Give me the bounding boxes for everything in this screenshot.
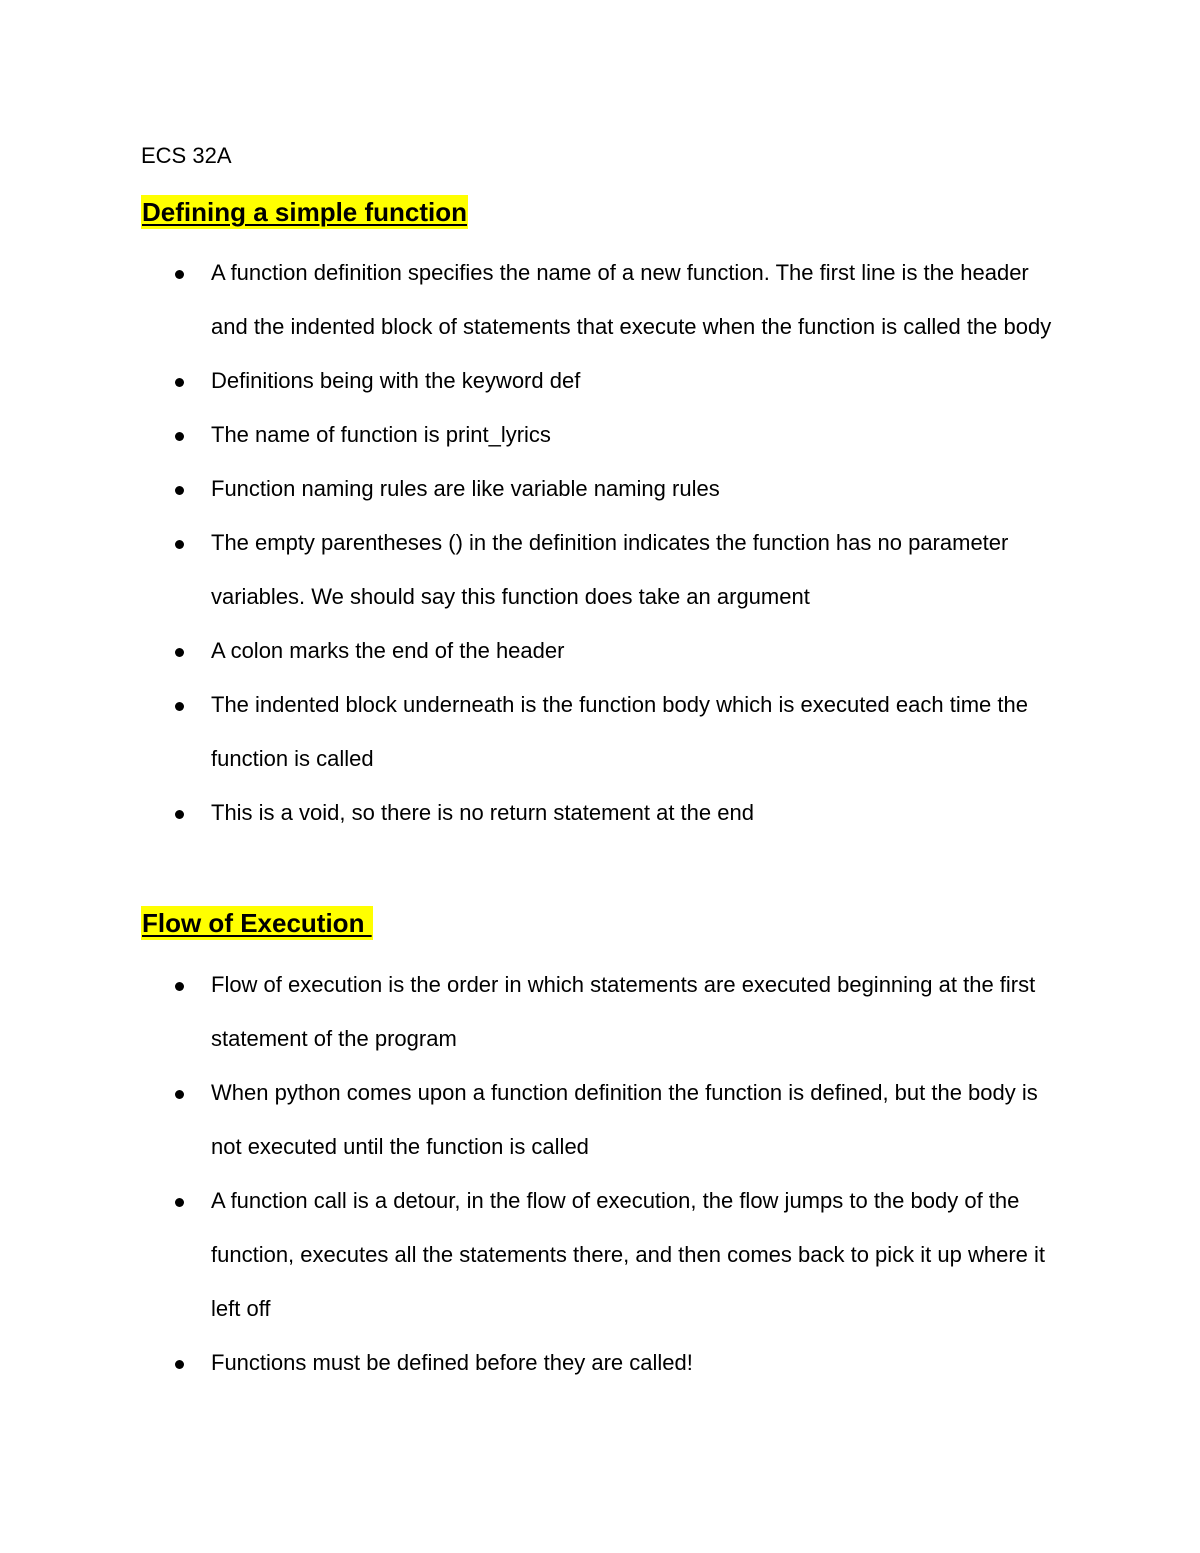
- bullet-icon: [175, 540, 184, 549]
- bullet-icon: [175, 702, 184, 711]
- bullet-list-flow-of-execution: [0, 958, 1200, 1390]
- section-heading-flow-of-execution: Flow of Execution: [142, 908, 372, 938]
- list-item: [0, 1066, 1071, 1174]
- list-item-text: A colon marks the end of the header: [211, 638, 565, 663]
- bullet-icon: [175, 1198, 184, 1207]
- list-item: [0, 1174, 1071, 1336]
- list-item: [0, 1336, 1071, 1390]
- list-item: [0, 624, 1071, 678]
- list-item-text: Flow of execution is the order in which statements are executed beginning at the first statement of the program: [211, 972, 1036, 1051]
- list-item: [0, 408, 1071, 462]
- list-item-text: The empty parentheses () in the definition indicates the function has no parameter variables. We should say this function does take an argument: [211, 530, 1009, 609]
- list-item: [0, 958, 1071, 1066]
- list-item: [0, 246, 1071, 354]
- list-item: [0, 516, 1071, 624]
- list-item-text: The name of function is print_lyrics: [211, 422, 551, 447]
- list-item-text: Definitions being with the keyword def: [211, 368, 581, 393]
- bullet-list-defining-function: [0, 246, 1200, 840]
- list-item-text: A function call is a detour, in the flow of execution, the flow jumps to the body of the function, executes all the statements there, and then comes back to pick it up where it left off: [211, 1188, 1046, 1321]
- bullet-icon: [175, 810, 184, 819]
- list-item: [0, 786, 1071, 840]
- bullet-icon: [175, 648, 184, 657]
- list-item: [0, 354, 1071, 408]
- bullet-icon: [175, 982, 184, 991]
- section-heading-defining-function: Defining a simple function: [142, 197, 468, 227]
- bullet-icon: [175, 1360, 184, 1369]
- bullet-icon: [175, 1090, 184, 1099]
- list-item: [0, 678, 1071, 786]
- bullet-icon: [175, 270, 184, 279]
- list-item-text: Function naming rules are like variable naming rules: [211, 476, 720, 501]
- course-title: ECS 32A: [141, 143, 232, 168]
- list-item-text: A function definition specifies the name of a new function. The first line is the header and the indented block of statements that execute when the function is called the body: [211, 260, 1052, 339]
- bullet-icon: [175, 432, 184, 441]
- bullet-icon: [175, 378, 184, 387]
- list-item: [0, 462, 1071, 516]
- list-item-text: Functions must be defined before they are called!: [211, 1350, 693, 1375]
- bullet-icon: [175, 486, 184, 495]
- list-item-text: The indented block underneath is the function body which is executed each time the function is called: [211, 692, 1028, 771]
- list-item-text: This is a void, so there is no return statement at the end: [211, 800, 754, 825]
- list-item-text: When python comes upon a function definition the function is defined, but the body is not executed until the function is called: [211, 1080, 1038, 1159]
